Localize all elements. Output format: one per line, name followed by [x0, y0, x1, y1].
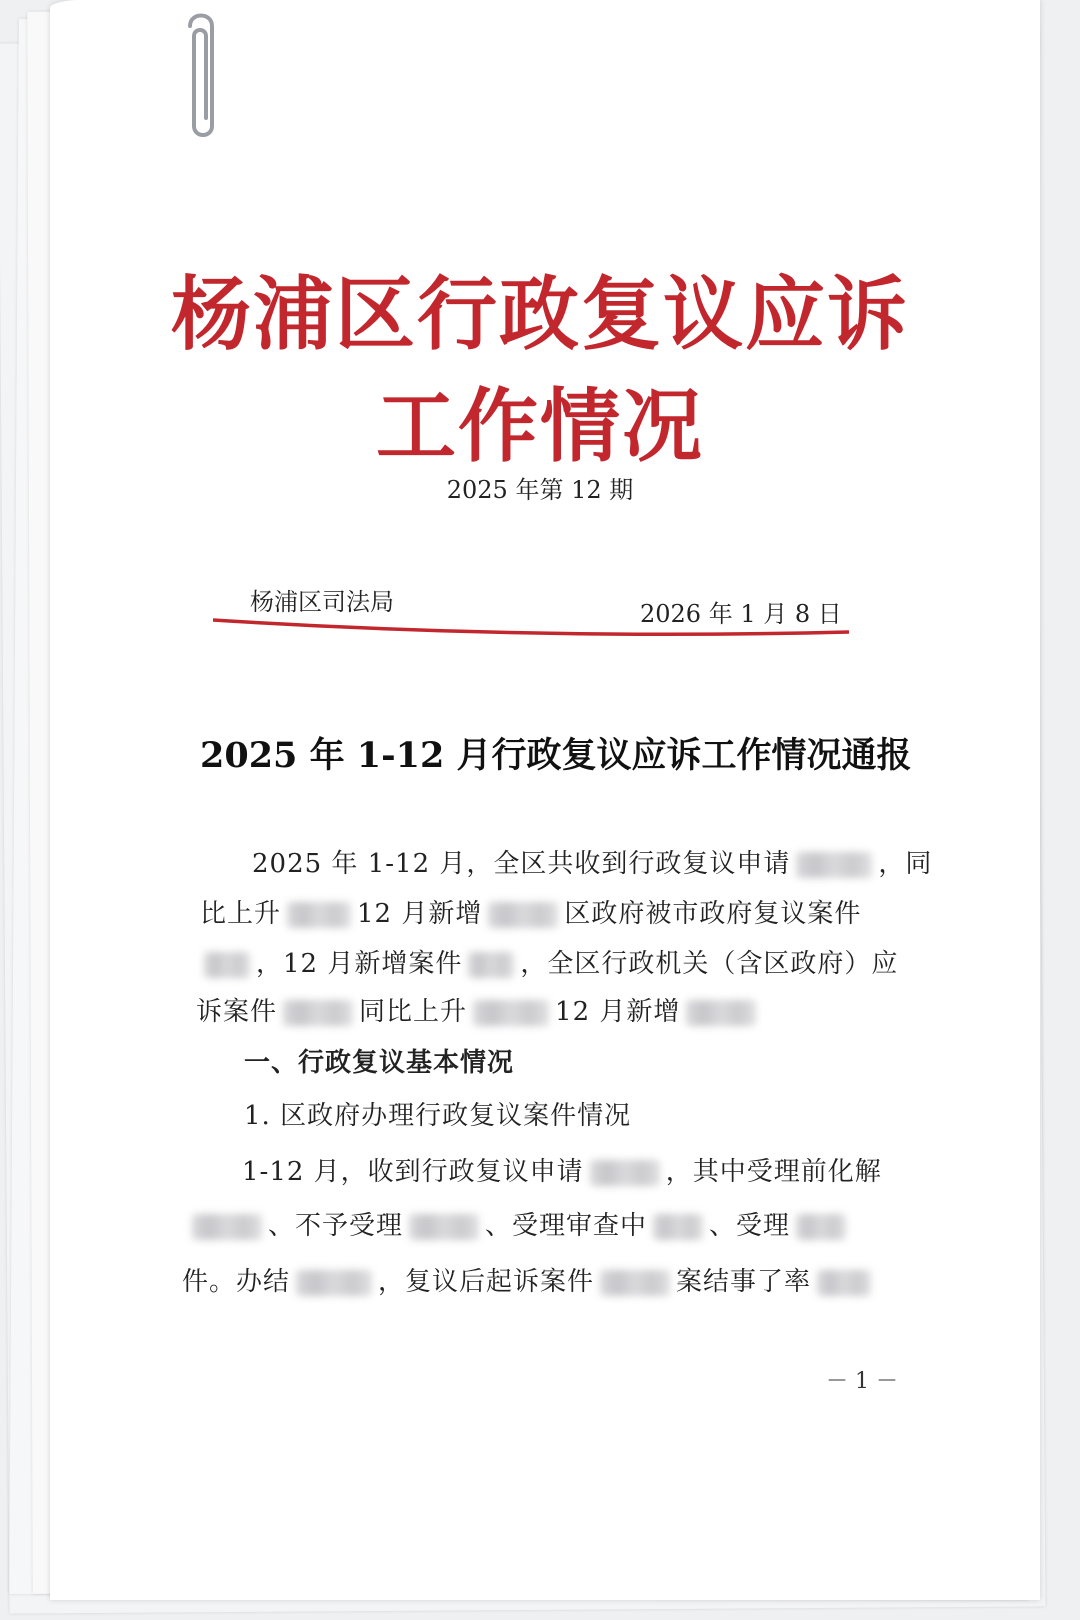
redacted-value: [473, 1000, 549, 1026]
redacted-value: [817, 1270, 871, 1296]
body-text: 诉案件: [196, 997, 278, 1027]
body-text: ，同: [878, 849, 933, 879]
redacted-value: [686, 1000, 756, 1026]
document-page: [50, 0, 1040, 1600]
body-text: ，全区行政机关（含区政府）应: [520, 949, 899, 979]
body-text: 12 月新增: [555, 997, 681, 1027]
body-line: [186, 1205, 852, 1242]
body-text: 、受理审查中: [485, 1211, 648, 1241]
redacted-value: [488, 902, 558, 928]
body-text: 件。办结: [182, 1267, 291, 1297]
issuing-agency: 杨浦区司法局: [250, 588, 394, 616]
redacted-value: [296, 1270, 372, 1296]
redacted-value: [590, 1160, 660, 1186]
redacted-value: [287, 902, 351, 928]
redacted-value: [204, 952, 250, 978]
section-heading: 一、行政复议基本情况: [244, 1048, 515, 1078]
issue-date: 2026 年 1 月 8 日: [640, 600, 842, 628]
body-line: [182, 1261, 877, 1298]
body-line: [252, 843, 932, 880]
redacted-value: [796, 852, 872, 878]
body-text: 案结事了率: [676, 1267, 812, 1297]
redacted-value: [796, 1214, 846, 1240]
document-title: 2025 年 1-12 月行政复议应诉工作情况通报: [200, 735, 912, 776]
body-line: [196, 991, 762, 1028]
red-separator-rule: [213, 618, 849, 644]
redacted-value: [192, 1214, 262, 1240]
body-line: [198, 943, 898, 980]
body-text: 区政府被市政府复议案件: [564, 899, 862, 929]
redacted-value: [283, 1000, 353, 1026]
page-number: － 1 －: [826, 1369, 898, 1394]
body-text: 1-12 月，收到行政复议申请: [242, 1157, 584, 1187]
body-text: 同比上升: [359, 997, 468, 1027]
issue-number: 2025 年第 12 期: [446, 476, 634, 504]
body-text: 12 月新增: [357, 899, 483, 929]
body-text: ，复议后起诉案件: [378, 1267, 595, 1297]
masthead-title-line-1: 杨浦区行政复议应诉: [171, 267, 909, 361]
body-text: 、受理: [709, 1211, 791, 1241]
body-text: 比上升: [200, 899, 282, 929]
masthead-title-line-2: 工作情况: [376, 379, 704, 473]
redacted-value: [409, 1214, 479, 1240]
subsection-heading: 1. 区政府办理行政复议案件情况: [244, 1101, 632, 1131]
body-line: [242, 1151, 882, 1188]
body-text: 、不予受理: [268, 1211, 404, 1241]
body-text: ，其中受理前化解: [665, 1157, 882, 1187]
redacted-value: [600, 1270, 670, 1296]
body-line: [200, 893, 861, 930]
paperclip-icon: [180, 6, 222, 142]
redacted-value: [468, 952, 514, 978]
body-text: ，12 月新增案件: [256, 949, 463, 979]
redacted-value: [653, 1214, 703, 1240]
body-text: 2025 年 1-12 月，全区共收到行政复议申请: [252, 849, 791, 879]
